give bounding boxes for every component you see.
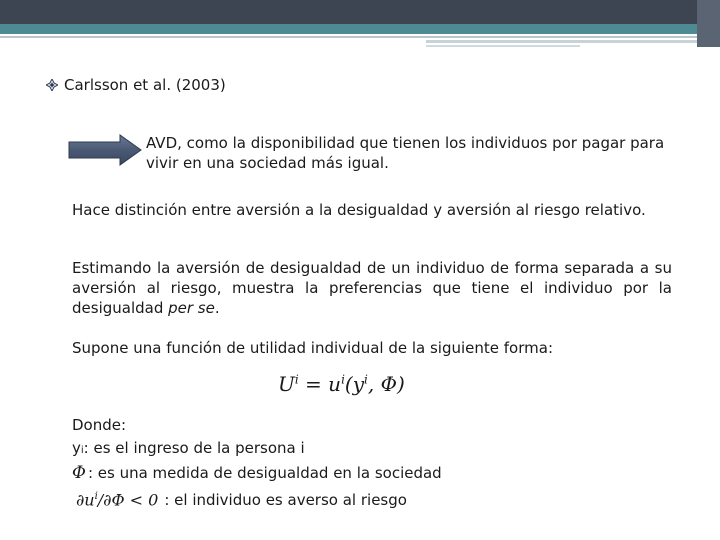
utility-formula: $U^i = u^i(y^i$, Φ) (278, 372, 405, 396)
header-accent-rule-short (426, 45, 580, 47)
estimation-paragraph (72, 258, 672, 318)
definition-inequality: Φ : es una medida de desigualdad en la sociedad (72, 463, 442, 483)
definition-aversion: $\partial u^i/\partial\Phi < 0$ : el individuo es averso al riesgo (72, 485, 442, 512)
header-corner-block (697, 0, 720, 47)
distinction-paragraph: Hace distinción entre aversión a la desigualdad y aversión al riesgo relativo. (72, 201, 646, 219)
donde-title: Donde: (72, 416, 127, 434)
diamond-bullet-icon (46, 79, 58, 91)
utility-intro: Supone una función de utilidad individual de la siguiente forma: (72, 339, 553, 357)
header-rule (0, 36, 720, 38)
slide-heading (46, 76, 226, 94)
definitions-block (72, 414, 442, 512)
header-bar-dark (0, 0, 720, 24)
right-arrow-icon (68, 134, 142, 166)
header-accent-rule (426, 40, 720, 43)
derivative-expression: $\partial u^i/\partial\Phi < 0$ (76, 490, 159, 510)
per-se-text: per se (168, 299, 215, 317)
definition-income: y i : es el ingreso de la persona i (72, 439, 305, 457)
estimation-end: . (214, 299, 220, 317)
header-bar-teal (0, 24, 720, 34)
estimation-text: Estimando la aversión de desigualdad de un individuo de forma separada a su aversión al riesgo, muestra la preferencias que tiene el individuo por la desigualdad (72, 259, 672, 317)
heading-text: Carlsson et al. (2003) (64, 76, 226, 94)
avd-definition: AVD, como la disponibilidad que tienen los individuos por pagar para vivir en una sociedad más igual. (146, 134, 665, 172)
phi-symbol: Φ (72, 463, 86, 483)
